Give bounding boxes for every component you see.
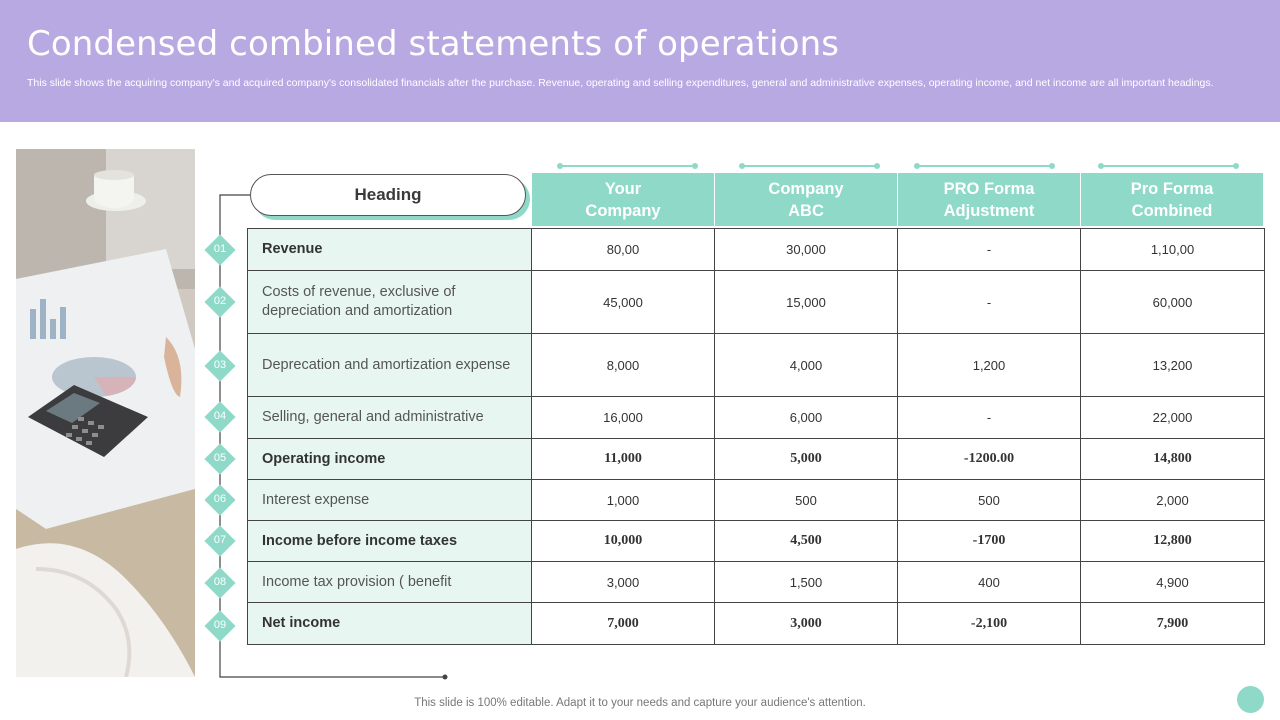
header-decoration-line xyxy=(560,165,695,167)
header-decoration-line xyxy=(742,165,877,167)
row-label: Operating income xyxy=(248,439,532,480)
cell-value: 1,10,00 xyxy=(1081,229,1265,271)
column-header-your-company xyxy=(531,172,715,227)
row-number: 06 xyxy=(213,493,227,505)
cell-value: 60,000 xyxy=(1081,271,1265,334)
cell-value: 80,00 xyxy=(532,229,715,271)
cell-value: 8,000 xyxy=(532,334,715,397)
heading-pill: Heading xyxy=(250,174,526,216)
cell-value: 15,000 xyxy=(715,271,898,334)
table-row xyxy=(248,480,1265,521)
column-header-company-abc xyxy=(714,172,898,227)
cell-value: 3,000 xyxy=(532,562,715,603)
row-number: 02 xyxy=(213,295,227,307)
cell-value: 7,900 xyxy=(1081,603,1265,645)
row-number: 01 xyxy=(213,243,227,255)
cell-value: 2,000 xyxy=(1081,480,1265,521)
row-number: 05 xyxy=(213,452,227,464)
cell-value: 4,000 xyxy=(715,334,898,397)
cell-value: 1,200 xyxy=(898,334,1081,397)
cell-value: - xyxy=(898,271,1081,334)
table-row xyxy=(248,397,1265,439)
cell-value: 1,500 xyxy=(715,562,898,603)
cell-value: 7,000 xyxy=(532,603,715,645)
row-number: 04 xyxy=(213,410,227,422)
cell-value: 4,500 xyxy=(715,521,898,562)
cell-value: 13,200 xyxy=(1081,334,1265,397)
row-label: Interest expense xyxy=(248,480,532,521)
header-decoration-line xyxy=(1101,165,1236,167)
row-number: 08 xyxy=(213,576,227,588)
cell-value: -1200.00 xyxy=(898,439,1081,480)
slide-title: Condensed combined statements of operations xyxy=(27,24,840,64)
table-row xyxy=(248,521,1265,562)
header-decoration-dot xyxy=(914,163,920,169)
column-header-pro-forma-combined xyxy=(1080,172,1264,227)
header-decoration-line xyxy=(917,165,1052,167)
cell-value: 45,000 xyxy=(532,271,715,334)
column-header-label: PRO Forma Adjustment xyxy=(943,179,1035,220)
row-label: Net income xyxy=(248,603,532,645)
table-row xyxy=(248,439,1265,480)
header-decoration-dot xyxy=(1049,163,1055,169)
cell-value: 11,000 xyxy=(532,439,715,480)
cell-value: 1,000 xyxy=(532,480,715,521)
table-row xyxy=(248,229,1265,271)
table-row xyxy=(248,334,1265,397)
header-decoration-dot xyxy=(739,163,745,169)
cell-value: 6,000 xyxy=(715,397,898,439)
header-decoration-dot xyxy=(1098,163,1104,169)
row-label: Income tax provision ( benefit xyxy=(248,562,532,603)
cell-value: - xyxy=(898,229,1081,271)
cell-value: 14,800 xyxy=(1081,439,1265,480)
cell-value: - xyxy=(898,397,1081,439)
cell-value: 500 xyxy=(715,480,898,521)
cell-value: 10,000 xyxy=(532,521,715,562)
column-header-label: Your Company xyxy=(585,179,661,220)
financials-table xyxy=(247,228,1265,645)
row-number: 07 xyxy=(213,534,227,546)
table-row xyxy=(248,603,1265,645)
column-header-label: Company ABC xyxy=(768,179,844,220)
cell-value: -1700 xyxy=(898,521,1081,562)
header-decoration-dot xyxy=(874,163,880,169)
cell-value: 3,000 xyxy=(715,603,898,645)
cell-value: 22,000 xyxy=(1081,397,1265,439)
column-header-pro-forma-adjustment xyxy=(897,172,1081,227)
row-label: Income before income taxes xyxy=(248,521,532,562)
cell-value: 5,000 xyxy=(715,439,898,480)
cell-value: -2,100 xyxy=(898,603,1081,645)
row-number: 03 xyxy=(213,359,227,371)
cell-value: 500 xyxy=(898,480,1081,521)
cell-value: 16,000 xyxy=(532,397,715,439)
cell-value: 12,800 xyxy=(1081,521,1265,562)
table-row xyxy=(248,271,1265,334)
cell-value: 4,900 xyxy=(1081,562,1265,603)
slide-description: This slide shows the acquiring company's and acquired company's consolidated financials after the purchase. Revenue, operating and selling expenditures, general and administrative expenses, operating income, and net income are all important headings. xyxy=(27,77,1214,89)
header-decoration-dot xyxy=(557,163,563,169)
row-label: Revenue xyxy=(248,229,532,271)
cell-value: 400 xyxy=(898,562,1081,603)
desk-photo xyxy=(16,149,195,677)
row-number: 09 xyxy=(213,619,227,631)
table-row xyxy=(248,562,1265,603)
header-decoration-dot xyxy=(692,163,698,169)
row-label: Selling, general and administrative xyxy=(248,397,532,439)
cell-value: 30,000 xyxy=(715,229,898,271)
footer-note: This slide is 100% editable. Adapt it to your needs and capture your audience's attention. xyxy=(414,697,866,709)
column-header-label: Pro Forma Combined xyxy=(1130,179,1214,220)
corner-decoration-circle xyxy=(1237,686,1264,713)
row-label: Costs of revenue, exclusive of depreciation and amortization xyxy=(248,271,532,334)
row-label: Deprecation and amortization expense xyxy=(248,334,532,397)
header-decoration-dot xyxy=(1233,163,1239,169)
